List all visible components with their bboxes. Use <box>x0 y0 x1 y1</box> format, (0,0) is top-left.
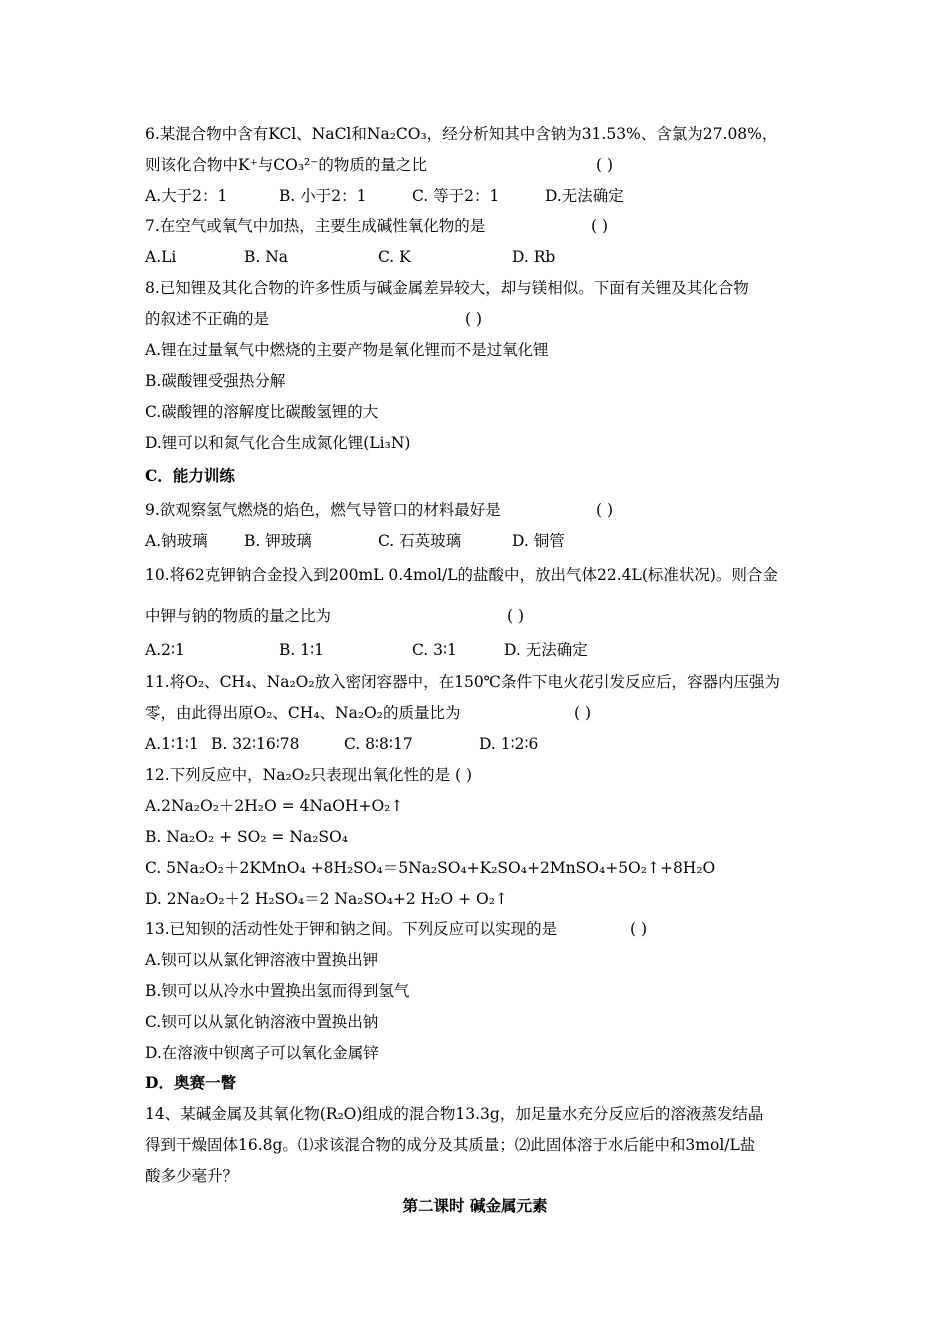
q8-line1: 8.已知锂及其化合物的许多性质与碱金属差异较大，却与镁相似。下面有关锂及其化合物 <box>145 279 749 297</box>
q10-answer-paren: ( ) <box>507 607 525 625</box>
q6-options <box>145 186 805 206</box>
q14-line2: 得到干燥固体16.8g。⑴求该混合物的成分及其质量；⑵此固体溶于水后能中和3mol/L盐 <box>145 1136 756 1154</box>
q11-line2 <box>145 703 805 723</box>
q7-option-d: D. Rb <box>512 248 556 266</box>
q6-answer-paren: ( ) <box>596 156 614 174</box>
q10-option-d: D. 无法确定 <box>504 641 588 659</box>
q10-option-b: B. 1∶1 <box>279 641 325 659</box>
q14-line1: 14、某碱金属及其氧化物(R₂O)组成的混合物13.3g，加足量水充分反应后的溶液蒸发结晶 <box>145 1105 764 1123</box>
q7-option-c: C. K <box>378 248 411 266</box>
q9-answer-paren: ( ) <box>596 501 614 519</box>
q10-stem: 中钾与钠的物质的量之比为 <box>145 607 332 625</box>
q12-option-c: C. 5Na₂O₂＋2KMnO₄ +8H₂SO₄＝5Na₂SO₄+K₂SO₄+2MnSO₄+5O₂↑+8H₂O <box>145 859 716 877</box>
q7-stem: 7.在空气或氧气中加热，主要生成碱性氧化物的是 <box>145 217 486 235</box>
q6-option-d: D.无法确定 <box>545 187 624 205</box>
q8-answer-paren: ( ) <box>465 310 483 328</box>
q9-options <box>145 531 805 551</box>
section-heading-c: C．能力训练 <box>145 466 235 485</box>
q9-option-d: D. 铜管 <box>512 532 565 550</box>
q6-line1: 6.某混合物中含有KCl、NaCl和Na₂CO₃，经分析知其中含钠为31.53%、含氯为27.08%， <box>145 125 778 143</box>
q8-option-c: C.碳酸锂的溶解度比碳酸氢锂的大 <box>145 403 379 421</box>
q8-line2 <box>145 309 805 329</box>
q14-line3: 酸多少毫升？ <box>145 1167 239 1185</box>
q6-option-a: A.大于2：1 <box>145 187 228 205</box>
q7-option-b: B. Na <box>244 248 289 266</box>
q11-line1: 11.将O₂、CH₄、Na₂O₂放入密闭容器中，在150℃条件下电火花引发反应后，容器内压强为 <box>145 673 781 691</box>
q8-option-b: B.碳酸锂受强热分解 <box>145 372 286 390</box>
q10-option-a: A.2∶1 <box>145 641 185 659</box>
q6-stem: 则该化合物中K⁺与CO₃²⁻的物质的量之比 <box>145 156 427 174</box>
lesson-title: 第二课时 碱金属元素 <box>402 1196 548 1215</box>
q10-option-c: C. 3∶1 <box>412 641 457 659</box>
q12-option-d: D. 2Na₂O₂＋2 H₂SO₄＝2 Na₂SO₄+2 H₂O + O₂↑ <box>145 890 508 908</box>
q9-option-b: B. 钾玻璃 <box>244 532 312 550</box>
q9-option-c: C. 石英玻璃 <box>378 532 462 550</box>
q11-option-d: D. 1∶2∶6 <box>479 735 539 753</box>
q10-line1: 10.将62克钾钠合金投入到200mL 0.4mol/L的盐酸中，放出气体22.4L(标准状况)。则合金 <box>145 566 778 584</box>
q8-option-a: A.锂在过量氧气中燃烧的主要产物是氧化锂而不是过氧化锂 <box>145 341 549 359</box>
q11-answer-paren: ( ) <box>574 704 592 722</box>
q7-line <box>145 216 805 236</box>
q6-option-b: B. 小于2：1 <box>279 187 367 205</box>
q13-option-c: C.钡可以从氯化钠溶液中置换出钠 <box>145 1013 379 1031</box>
q13-option-a: A.钡可以从氯化钾溶液中置换出钾 <box>145 951 379 969</box>
q12-option-b: B. Na₂O₂ + SO₂ = Na₂SO₄ <box>145 828 348 846</box>
q8-stem: 的叙述不正确的是 <box>145 310 270 328</box>
q9-option-a: A.钠玻璃 <box>145 532 208 550</box>
q11-option-c: C. 8∶8∶17 <box>344 735 413 753</box>
q11-stem: 零，由此得出原O₂、CH₄、Na₂O₂的质量比为 <box>145 704 461 722</box>
q10-options <box>145 640 805 660</box>
q7-answer-paren: ( ) <box>591 217 609 235</box>
q7-option-a: A.Li <box>145 248 177 266</box>
q6-line2 <box>145 155 614 175</box>
q11-option-a: A.1∶1∶1 <box>145 735 199 753</box>
q13-option-b: B.钡可以从冷水中置换出氢而得到氢气 <box>145 982 410 1000</box>
q11-options <box>145 734 805 754</box>
q9-stem: 9.欲观察氢气燃烧的焰色，燃气导管口的材料最好是 <box>145 501 501 519</box>
q8-option-d: D.锂可以和氮气化合生成氮化锂(Li₃N) <box>145 434 411 452</box>
q7-options <box>145 247 805 267</box>
q11-option-b: B. 32∶16∶78 <box>211 735 300 753</box>
q13-answer-paren: ( ) <box>630 920 648 938</box>
q12-stem: 12.下列反应中，Na₂O₂只表现出氧化性的是 ( ) <box>145 766 473 784</box>
q9-line <box>145 500 805 520</box>
q12-option-a: A.2Na₂O₂＋2H₂O = 4NaOH+O₂↑ <box>145 797 404 815</box>
q13-option-d: D.在溶液中钡离子可以氧化金属锌 <box>145 1044 379 1062</box>
q10-line2 <box>145 606 805 626</box>
section-heading-d: D．奥赛一瞥 <box>145 1073 236 1092</box>
q13-stem: 13.已知钡的活动性处于钾和钠之间。下列反应可以实现的是 <box>145 920 558 938</box>
q6-option-c: C. 等于2：1 <box>412 187 500 205</box>
q13-line <box>145 919 805 939</box>
